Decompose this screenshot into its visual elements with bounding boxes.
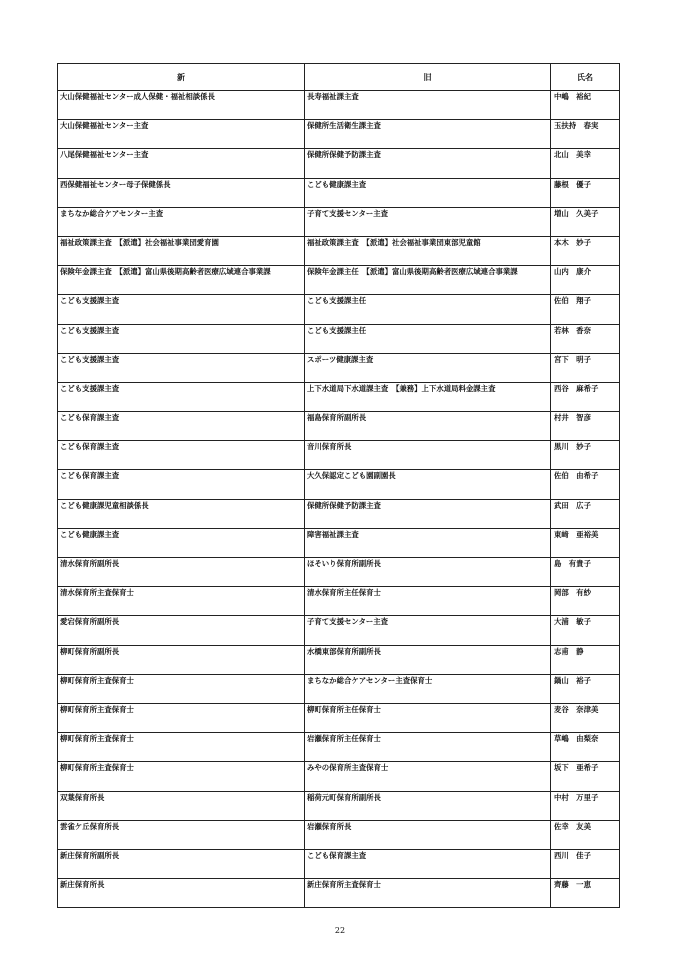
cell-name: 麦谷 奈津美: [551, 703, 620, 732]
table-row: [58, 791, 620, 820]
cell-old: まちなか総合ケアセンター主査保育士: [305, 674, 551, 703]
cell-name: 佐伯 由希子: [551, 470, 620, 499]
cell-name: 本木 妙子: [551, 236, 620, 265]
table-row: [58, 879, 620, 908]
cell-new: こども健康課児童相談係長: [58, 499, 305, 528]
cell-new: 大山保健福祉センター主査: [58, 120, 305, 149]
table-row: [58, 324, 620, 353]
cell-new: こども保育課主査: [58, 412, 305, 441]
table-row: [58, 91, 620, 120]
table-body: [58, 91, 620, 908]
cell-old: 岩瀬保育所長: [305, 820, 551, 849]
header-row: [58, 64, 620, 91]
cell-name: 西川 佳子: [551, 849, 620, 878]
cell-name: 岡部 有紗: [551, 587, 620, 616]
table-row: [58, 849, 620, 878]
cell-name: 佐幸 友美: [551, 820, 620, 849]
cell-name: 増山 久美子: [551, 207, 620, 236]
cell-name: 村井 智彦: [551, 412, 620, 441]
table-row: [58, 616, 620, 645]
cell-new: 新庄保育所副所長: [58, 849, 305, 878]
cell-old: こども支援課主任: [305, 324, 551, 353]
cell-new: 清水保育所主査保育士: [58, 587, 305, 616]
table-row: [58, 762, 620, 791]
cell-new: 雲雀ケ丘保育所長: [58, 820, 305, 849]
cell-new: こども支援課主査: [58, 353, 305, 382]
cell-name: 黒川 妙子: [551, 441, 620, 470]
cell-name: 坂下 亜希子: [551, 762, 620, 791]
table-row: [58, 674, 620, 703]
cell-old: 上下水道局下水道課主査 【兼務】上下水道局料金課主査: [305, 382, 551, 411]
cell-new: こども支援課主査: [58, 382, 305, 411]
table-row: [58, 382, 620, 411]
cell-old: 清水保育所主任保育士: [305, 587, 551, 616]
table-row: [58, 558, 620, 587]
cell-name: 藤根 優子: [551, 178, 620, 207]
table-row: [58, 178, 620, 207]
cell-old: 長寿福祉課主査: [305, 91, 551, 120]
table-row: [58, 703, 620, 732]
cell-name: 武田 広子: [551, 499, 620, 528]
cell-name: 草嶋 由梨奈: [551, 733, 620, 762]
cell-old: 保険年金課主任 【派遣】富山県後期高齢者医療広域連合事業課: [305, 266, 551, 295]
cell-new: 柳町保育所主査保育士: [58, 733, 305, 762]
table-header: [58, 64, 620, 91]
cell-name: 志甫 静: [551, 645, 620, 674]
cell-new: 愛宕保育所副所長: [58, 616, 305, 645]
cell-name: 佐伯 翔子: [551, 295, 620, 324]
table-row: [58, 353, 620, 382]
cell-new: 大山保健福祉センター成人保健・福祉相談係長: [58, 91, 305, 120]
cell-old: 福島保育所副所長: [305, 412, 551, 441]
cell-old: 稲荷元町保育所副所長: [305, 791, 551, 820]
header-new: 新: [58, 64, 305, 91]
cell-name: 宮下 明子: [551, 353, 620, 382]
cell-name: 東﨑 亜裕美: [551, 528, 620, 557]
table-row: [58, 295, 620, 324]
cell-old: こども保育課主査: [305, 849, 551, 878]
cell-new: こども健康課主査: [58, 528, 305, 557]
cell-old: 子育て支援センター主査: [305, 207, 551, 236]
cell-old: 水橋東部保育所副所長: [305, 645, 551, 674]
header-old: 旧: [305, 64, 551, 91]
cell-old: こども支援課主任: [305, 295, 551, 324]
cell-name: 大浦 敏子: [551, 616, 620, 645]
cell-new: 新庄保育所長: [58, 879, 305, 908]
table-row: [58, 236, 620, 265]
cell-new: 八尾保健福祉センター主査: [58, 149, 305, 178]
cell-old: 福祉政策課主査 【派遣】社会福祉事業団東部児童館: [305, 236, 551, 265]
cell-new: 西保健福祉センター母子保健係長: [58, 178, 305, 207]
page-number: 22: [334, 926, 346, 935]
cell-name: 中村 万里子: [551, 791, 620, 820]
cell-new: 双葉保育所長: [58, 791, 305, 820]
table-row: [58, 645, 620, 674]
cell-old: こども健康課主査: [305, 178, 551, 207]
cell-new: 保険年金課主査 【派遣】富山県後期高齢者医療広域連合事業課: [58, 266, 305, 295]
table-row: [58, 207, 620, 236]
cell-new: こども保育課主査: [58, 441, 305, 470]
cell-name: 鍋山 裕子: [551, 674, 620, 703]
table-row: [58, 412, 620, 441]
table-row: [58, 587, 620, 616]
table-row: [58, 820, 620, 849]
table-row: [58, 470, 620, 499]
cell-new: 柳町保育所副所長: [58, 645, 305, 674]
cell-old: 子育て支援センター主査: [305, 616, 551, 645]
cell-new: 福祉政策課主査 【派遣】社会福祉事業団愛育園: [58, 236, 305, 265]
cell-old: 保健所生活衛生課主査: [305, 120, 551, 149]
cell-new: 柳町保育所主査保育士: [58, 762, 305, 791]
table-row: [58, 528, 620, 557]
cell-name: 島 有貴子: [551, 558, 620, 587]
cell-old: 保健所保健予防課主査: [305, 149, 551, 178]
cell-new: 柳町保育所主査保育士: [58, 703, 305, 732]
cell-old: 保健所保健予防課主査: [305, 499, 551, 528]
cell-old: 音川保育所長: [305, 441, 551, 470]
cell-old: ほそいり保育所副所長: [305, 558, 551, 587]
cell-new: こども保育課主査: [58, 470, 305, 499]
cell-old: 障害福祉課主査: [305, 528, 551, 557]
cell-new: こども支援課主査: [58, 324, 305, 353]
cell-name: 山内 康介: [551, 266, 620, 295]
cell-new: まちなか総合ケアセンター主査: [58, 207, 305, 236]
table-row: [58, 441, 620, 470]
table-row: [58, 499, 620, 528]
cell-name: 西谷 麻希子: [551, 382, 620, 411]
cell-name: 齊藤 一恵: [551, 879, 620, 908]
cell-new: こども支援課主査: [58, 295, 305, 324]
table-row: [58, 120, 620, 149]
cell-name: 中嶋 裕紀: [551, 91, 620, 120]
cell-old: 新庄保育所主査保育士: [305, 879, 551, 908]
personnel-table: [57, 63, 620, 908]
cell-new: 柳町保育所主査保育士: [58, 674, 305, 703]
cell-name: 玉扶持 春実: [551, 120, 620, 149]
cell-old: みやの保育所主査保育士: [305, 762, 551, 791]
header-name: 氏名: [551, 64, 620, 91]
table-row: [58, 733, 620, 762]
cell-old: 岩瀬保育所主任保育士: [305, 733, 551, 762]
table-row: [58, 266, 620, 295]
cell-old: 柳町保育所主任保育士: [305, 703, 551, 732]
cell-old: スポーツ健康課主査: [305, 353, 551, 382]
table-row: [58, 149, 620, 178]
cell-old: 大久保認定こども園副園長: [305, 470, 551, 499]
cell-name: 若林 香奈: [551, 324, 620, 353]
cell-new: 清水保育所副所長: [58, 558, 305, 587]
cell-name: 北山 美幸: [551, 149, 620, 178]
